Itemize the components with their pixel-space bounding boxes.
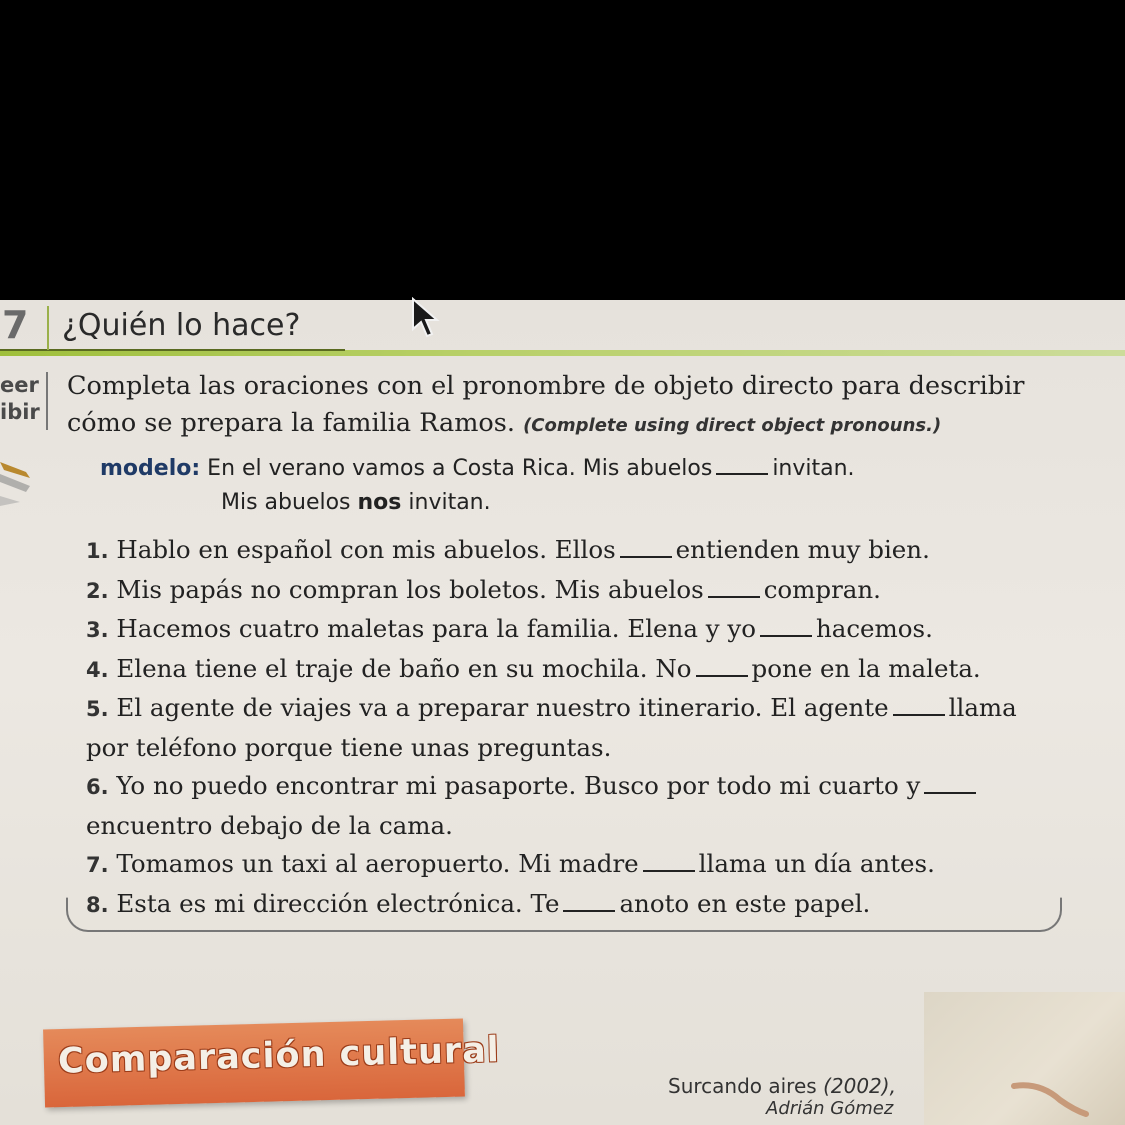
- exercise-list: [86, 531, 1046, 924]
- artwork-author: Adrián Gómez: [766, 1098, 894, 1119]
- exercise-item-2: [86, 571, 1046, 611]
- model-answer-before: Mis abuelos: [221, 490, 351, 515]
- item-text-before: Yo no puedo encontrar mi pasaporte. Busco por todo mi cuarto y: [116, 771, 921, 800]
- activity-number: 7: [2, 303, 29, 347]
- instructions: [67, 368, 1067, 444]
- activity-title: ¿Quién lo hace?: [62, 308, 301, 343]
- culture-banner-title: Comparación cultural: [57, 1030, 501, 1082]
- item-text-before: Mis papás no compran los boletos. Mis abuelos: [116, 574, 704, 604]
- pencil-icon: [0, 456, 34, 508]
- model-example: [100, 452, 1000, 520]
- item-text-after: anoto en este papel.: [619, 888, 871, 918]
- item-text-after: llama: [948, 693, 1017, 722]
- dark-background-top: [0, 0, 1125, 300]
- item-number: 5.: [86, 697, 109, 721]
- item-number: 4.: [86, 657, 109, 682]
- item-text-after: entienden muy bien.: [675, 535, 930, 564]
- item-text-before: Esta es mi dirección electrónica. Te: [116, 888, 560, 918]
- model-answer-pronoun: nos: [357, 490, 402, 515]
- activity-divider: [47, 306, 49, 350]
- exercise-item-4: [86, 650, 1046, 690]
- model-sentence: [100, 452, 1000, 486]
- item-text-after: compran.: [763, 574, 881, 604]
- item-text-after: hacemos.: [815, 614, 933, 643]
- model-answer-after: invitan.: [408, 490, 491, 515]
- item-text-before: Tomamos un taxi al aeropuerto. Mi madre: [116, 849, 639, 878]
- item-text-before: Hablo en español con mis abuelos. Ellos: [116, 535, 616, 564]
- item-blank: [924, 774, 976, 794]
- model-label: modelo:: [100, 456, 201, 481]
- instructions-line-2: [67, 405, 1067, 444]
- model-sentence-after: invitan.: [772, 456, 855, 481]
- mouse-cursor-icon: [410, 297, 444, 339]
- instructions-line-2-text: cómo se prepara la familia Ramos.: [67, 408, 515, 438]
- exercise-item-5-continued: por teléfono porque tiene unas preguntas.: [86, 732, 612, 762]
- item-blank: [893, 696, 945, 716]
- item-blank: [643, 852, 695, 872]
- item-blank: [696, 657, 748, 677]
- title-underline-dark: [0, 349, 345, 351]
- side-tab-escribir: ibir: [0, 400, 40, 424]
- item-number: 8.: [86, 892, 109, 917]
- model-answer: [100, 486, 1000, 520]
- exercise-item-3: [86, 610, 1046, 650]
- item-text-before: El agente de viajes va a preparar nuestro itinerario. El agente: [116, 693, 889, 722]
- item-number: 6.: [86, 775, 109, 799]
- instructions-line-1: Completa las oraciones con el pronombre de objeto directo para describir: [67, 371, 1025, 401]
- exercise-item-1: [86, 531, 1046, 571]
- artwork-year: (2002),: [823, 1074, 896, 1098]
- exercise-item-7: [86, 845, 1046, 885]
- artwork-detail-icon: [1010, 1078, 1090, 1118]
- item-blank: [760, 617, 812, 637]
- instructions-english: (Complete using direct object pronouns.): [523, 415, 942, 436]
- item-text-before: Hacemos cuatro maletas para la familia. Elena y yo: [116, 614, 756, 643]
- item-number: 7.: [86, 853, 109, 877]
- artwork-caption-title: [668, 1074, 896, 1098]
- item-number: 3.: [86, 618, 109, 642]
- item-text-after: pone en la maleta.: [751, 653, 981, 683]
- model-blank: [716, 455, 768, 475]
- item-text-after: llama un día antes.: [698, 849, 935, 878]
- exercise-item-6: [86, 767, 1046, 807]
- exercise-item-6-continued: encuentro debajo de la cama.: [86, 810, 453, 840]
- item-text-before: Elena tiene el traje de baño en su mochila. No: [116, 653, 692, 683]
- item-blank: [620, 538, 672, 558]
- item-number: 2.: [86, 578, 109, 603]
- item-blank: [708, 578, 760, 598]
- side-skill-tabs: [0, 372, 44, 426]
- artwork-title: Surcando aires: [668, 1074, 817, 1098]
- item-number: 1.: [86, 539, 109, 563]
- side-tab-divider: [46, 372, 48, 430]
- side-tab-leer: eer: [0, 373, 39, 397]
- exercise-item-5: [86, 689, 1046, 729]
- model-sentence-before: En el verano vamos a Costa Rica. Mis abuelos: [207, 456, 713, 481]
